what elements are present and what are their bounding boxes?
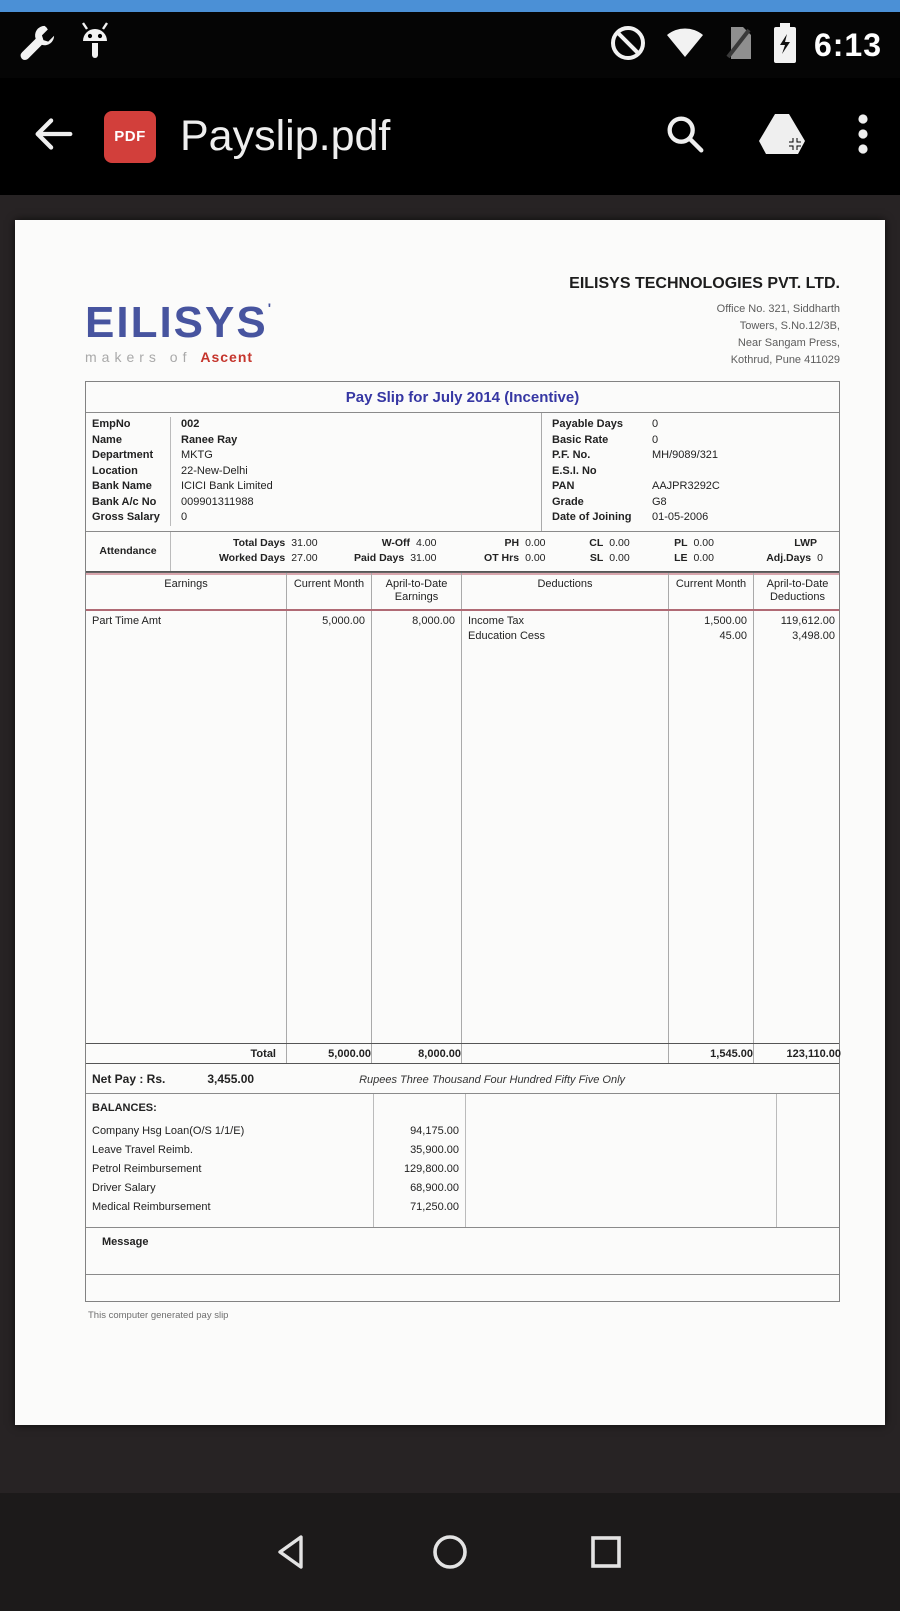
wrench-icon	[18, 23, 56, 68]
attendance-cell: W-Off 4.00 Paid Days 31.00	[354, 536, 437, 564]
balance-value: 94,175.00	[410, 1125, 459, 1138]
balances-empty-column	[776, 1094, 839, 1227]
employee-info-right	[541, 413, 839, 531]
attendance-cell: PH 0.00 OT Hrs 0.00	[484, 536, 546, 564]
balance-label: Petrol Reimbursement	[92, 1163, 202, 1176]
net-pay-row	[86, 1064, 839, 1094]
balance-value: 35,900.00	[410, 1144, 459, 1157]
pay-table-body	[86, 611, 839, 1043]
earnings-names: Part Time Amt	[92, 615, 162, 628]
payslip-page[interactable]	[15, 220, 885, 1425]
info-row: Department MKTG	[86, 448, 541, 464]
total-deductions-spacer	[461, 1044, 668, 1063]
balances-header: BALANCES:	[92, 1102, 157, 1115]
status-bar-left	[18, 21, 112, 70]
attendance-section	[86, 532, 839, 572]
balance-label: Medical Reimbursement	[92, 1201, 211, 1214]
no-signal-icon	[608, 23, 648, 68]
status-time: 6:13	[813, 26, 882, 63]
earnings-ytd: 8,000.00	[371, 611, 461, 1043]
overflow-menu-icon[interactable]	[856, 110, 870, 163]
info-row: Bank Name ICICI Bank Limited	[86, 479, 541, 495]
info-row: Date of Joining 01-05-2006	[552, 511, 709, 524]
net-pay-amount: 3,455.00	[207, 1072, 255, 1087]
home-circle-icon[interactable]	[427, 1529, 473, 1575]
col-header-ytd-earnings: April-to-Date Earnings	[371, 573, 461, 610]
attendance-cell: Total Days 31.00 Worked Days 27.00	[218, 536, 318, 564]
toolbar-actions	[662, 110, 870, 163]
computer-generated-note: This computer generated pay slip	[88, 1310, 229, 1322]
info-row: Bank A/c No 009901311988	[86, 495, 541, 511]
attendance-cell: CL 0.00 SL 0.00	[589, 536, 630, 564]
battery-charging-icon	[772, 22, 798, 69]
wifi-icon	[664, 25, 706, 66]
pay-table-total-row	[86, 1043, 839, 1064]
company-block	[569, 275, 840, 369]
document-title: Payslip.pdf	[180, 112, 391, 160]
android-icon	[78, 21, 112, 70]
company-address	[569, 301, 840, 369]
info-row: PAN AAJPR3292C	[552, 480, 720, 493]
recents-square-icon[interactable]	[583, 1529, 629, 1575]
employee-info-section	[86, 413, 839, 532]
total-deductions-ytd: 123,110.00	[753, 1044, 841, 1063]
col-header-deductions: Deductions	[461, 573, 668, 610]
address-line: Office No. 321, Siddharth	[716, 303, 840, 315]
deductions-current: 1,500.00 45.00	[668, 611, 753, 1043]
search-icon[interactable]	[662, 111, 708, 162]
info-row: EmpNo 002	[86, 417, 541, 433]
back-triangle-icon[interactable]	[271, 1529, 317, 1575]
payslip-table	[85, 381, 840, 1302]
total-earnings-ytd: 8,000.00	[371, 1044, 461, 1063]
android-nav-bar	[0, 1493, 900, 1611]
company-name: EILISYS TECHNOLOGIES PVT. LTD.	[569, 275, 840, 292]
document-header	[85, 275, 840, 369]
balance-label: Driver Salary	[92, 1182, 156, 1195]
logo-brand: Ascent	[200, 349, 254, 365]
pdf-viewer-canvas[interactable]	[0, 195, 900, 1493]
col-header-current-month: Current Month	[286, 573, 371, 610]
company-logo	[85, 298, 274, 365]
deductions-ytd: 119,612.00 3,498.00	[753, 611, 841, 1043]
attendance-grid	[171, 532, 839, 571]
net-pay-label: Net Pay : Rs.	[92, 1072, 166, 1087]
balance-label: Leave Travel Reimb.	[92, 1144, 193, 1157]
no-sim-icon	[722, 23, 756, 68]
info-row: Payable Days 0	[552, 418, 659, 431]
address-line: Towers, S.No.12/3B,	[739, 320, 840, 333]
attendance-label: Attendance	[86, 532, 171, 571]
info-row: Grade G8	[552, 495, 667, 508]
total-deductions-current: 1,545.00	[668, 1044, 753, 1063]
logo-wordmark: EILISYS'	[85, 298, 274, 347]
logo-tagline: makers of Ascent	[85, 349, 254, 365]
app-toolbar	[0, 78, 900, 195]
col-header-current-month: Current Month	[668, 573, 753, 610]
attendance-cell: PL 0.00 LE 0.00	[674, 536, 714, 564]
earnings-current: 5,000.00	[286, 611, 371, 1043]
info-row: P.F. No. MH/9089/321	[552, 449, 719, 462]
address-line: Kothrud, Pune 411029	[730, 354, 840, 367]
total-earnings-current: 5,000.00	[286, 1044, 371, 1063]
col-header-ytd-deductions: April-to-Date Deductions	[753, 573, 841, 610]
info-row: Basic Rate 0	[552, 433, 659, 446]
info-row: Name Ranee Ray	[86, 433, 541, 449]
balance-value: 68,900.00	[410, 1182, 459, 1195]
balances-labels	[86, 1094, 373, 1227]
status-bar-right	[608, 22, 882, 69]
balances-section	[86, 1094, 839, 1228]
balance-value: 71,250.00	[410, 1201, 459, 1214]
pdf-file-icon	[104, 111, 156, 163]
info-row: Gross Salary 0	[86, 510, 541, 526]
message-row: Message	[86, 1228, 839, 1275]
back-arrow-icon[interactable]	[30, 111, 76, 162]
pdf-badge-label: PDF	[114, 128, 146, 145]
payslip-title: Pay Slip for July 2014 (Incentive)	[86, 382, 839, 413]
col-header-earnings: Earnings	[164, 577, 208, 590]
deductions-names: Income Tax Education Cess	[461, 611, 668, 1043]
balance-value: 129,800.00	[403, 1163, 459, 1176]
address-line: Near Sangam Press,	[737, 337, 840, 350]
attendance-cell: LWP Adj.Days 0	[766, 536, 823, 564]
info-row: Location 22-New-Delhi	[86, 464, 541, 480]
drive-add-icon[interactable]	[756, 110, 808, 163]
net-pay-in-words: Rupees Three Thousand Four Hundred Fifty Five Only	[359, 1074, 626, 1087]
status-bar	[0, 12, 900, 78]
employee-info-left	[86, 413, 541, 531]
empty-row	[86, 1275, 839, 1301]
total-label: Total	[250, 1048, 276, 1061]
balances-empty-column	[465, 1094, 776, 1227]
balance-label: Company Hsg Loan(O/S 1/1/E)	[92, 1125, 245, 1138]
balances-values	[373, 1094, 465, 1227]
pay-table-header	[86, 572, 839, 612]
notification-strip	[0, 0, 900, 12]
info-row: E.S.I. No	[552, 464, 597, 477]
